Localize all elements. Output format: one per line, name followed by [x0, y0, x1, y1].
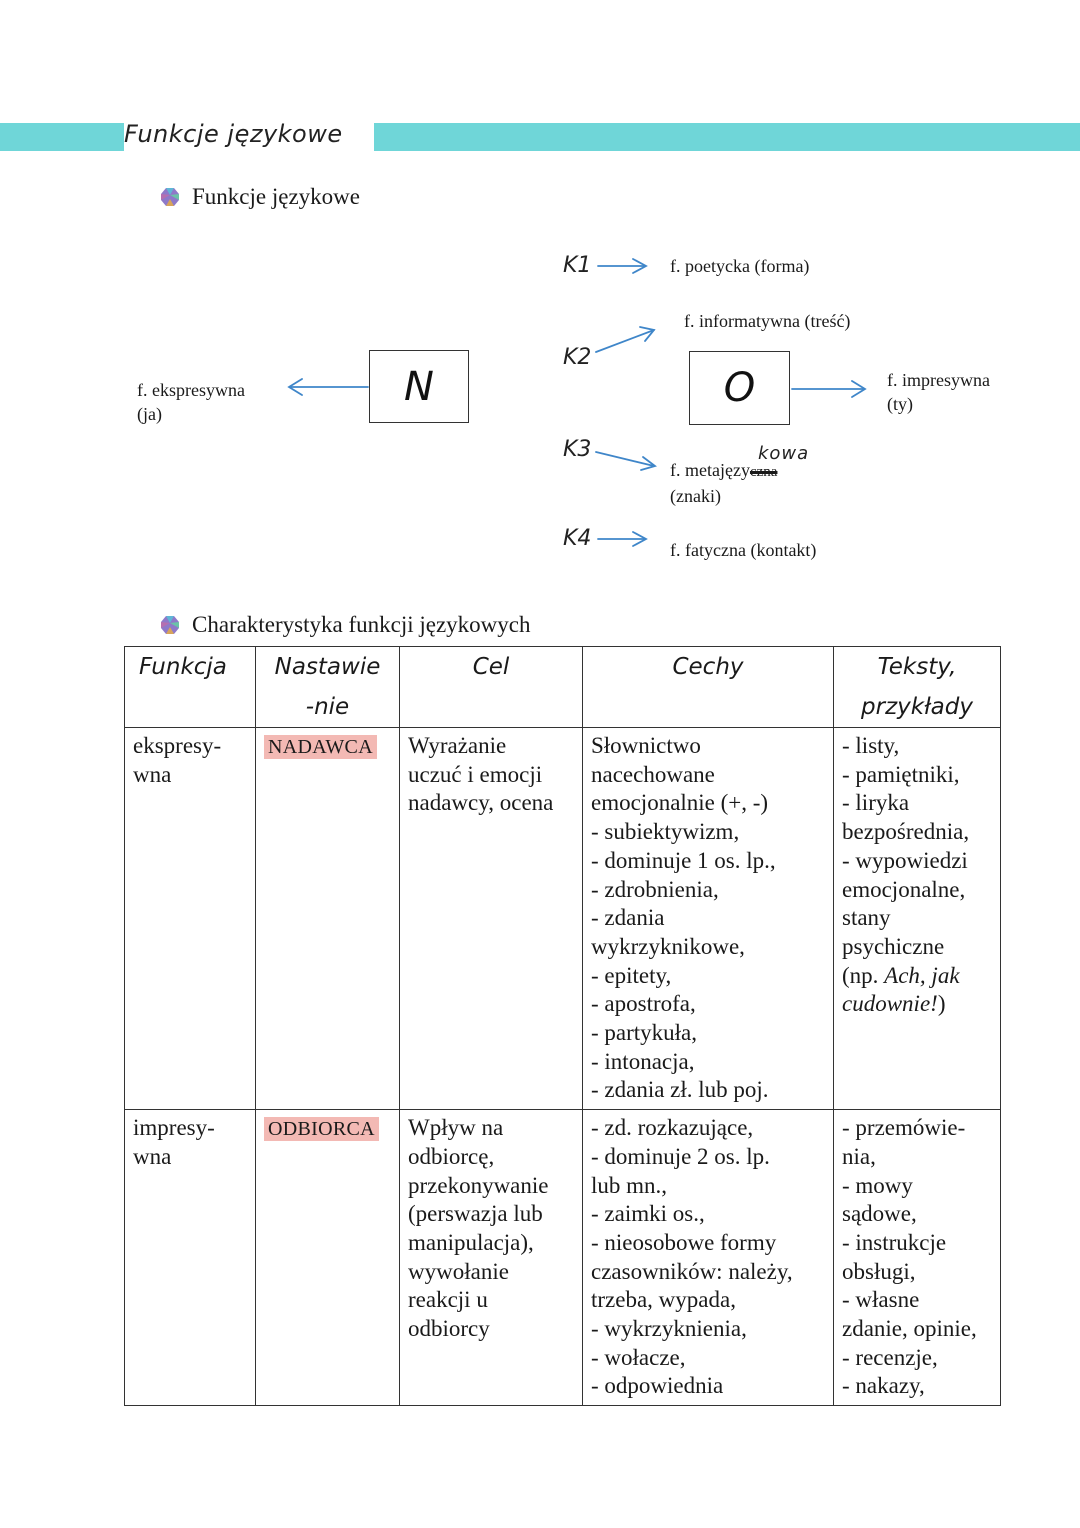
row1-funkcja: ekspresy- wna: [125, 728, 256, 1110]
header-cechy: Cechy: [583, 647, 834, 728]
section2-heading: [160, 612, 531, 638]
expressive-label: f. ekspresywna (ja): [137, 380, 245, 424]
header-teksty: Teksty, przykłady: [834, 647, 1001, 728]
diagram-arrows: [0, 0, 1080, 600]
gem-bullet-icon: [160, 615, 180, 635]
row1-cel: Wyrażanie uczuć i emocji nadawcy, ocena: [400, 728, 583, 1110]
row2-cechy: - zd. rozkazujące, - dominuje 2 os. lp. lub mn., - zaimki os., - nieosobowe formy czasowników: należy, trzeba, wypada, - wykrzyknienia, - wołacze, - odpowiednia: [583, 1110, 834, 1406]
row2-nastawienie: [256, 1110, 400, 1406]
k4-label: K4: [563, 526, 592, 551]
k1-label: K1: [563, 253, 592, 278]
page-title: Funkcje językowe: [124, 120, 343, 148]
sender-box: N: [369, 350, 469, 423]
k2-label: K2: [563, 345, 592, 370]
row1-teksty: - listy, - pamiętniki, - liryka bezpośrednia, - wypowiedzi emocjonalne, stany psychiczne (np. Ach, jak cudownie!): [834, 728, 1001, 1110]
table-header-row: [125, 647, 1001, 728]
header-nastawienie: Nastawie -nie: [256, 647, 400, 728]
functions-table: [124, 646, 1001, 1406]
phatic-label: f. fatyczna (kontakt): [670, 540, 817, 560]
section2-heading-text: Charakterystyka funkcji językowych: [192, 612, 531, 637]
section1-heading-text: Funkcje językowe: [192, 184, 360, 209]
row2-funkcja: impresy- wna: [125, 1110, 256, 1406]
poetic-label: f. poetycka (forma): [670, 256, 810, 276]
table-row: [125, 728, 1001, 1110]
impressive-label: f. impresywna (ty): [887, 370, 990, 414]
row2-cel: Wpływ na odbiorcę, przekonywanie (perswazja lub manipulacja), wywołanie reakcji u odbiorcy: [400, 1110, 583, 1406]
highlighted-label: ODBIORCA: [264, 1117, 379, 1141]
header-funkcja: Funkcja: [125, 647, 256, 728]
table-row: [125, 1110, 1001, 1406]
informative-label: f. informatywna (treść): [684, 311, 851, 331]
metalinguistic-label: f. metajęzyczna (znaki): [670, 460, 778, 506]
metalinguistic-correction: kowa: [758, 443, 810, 464]
row1-cechy: Słownictwo nacechowane emocjonalnie (+, -) - subiektywizm, - dominuje 1 os. lp., - zdrobnienia, - zdania wykrzyknikowe, - epitety, - apostrofa, - partykuła, - intonacja, - zdania zł. lub poj.: [583, 728, 834, 1110]
header-cel: Cel: [400, 647, 583, 728]
k3-label: K3: [563, 437, 592, 462]
struck-text: czna: [749, 464, 778, 480]
receiver-box: O: [689, 351, 790, 425]
row2-teksty: - przemówie- nia, - mowy sądowe, - instrukcje obsługi, - własne zdanie, opinie, - recenzje, - nakazy,: [834, 1110, 1001, 1406]
row1-nastawienie: [256, 728, 400, 1110]
highlighted-label: NADAWCA: [264, 735, 377, 759]
